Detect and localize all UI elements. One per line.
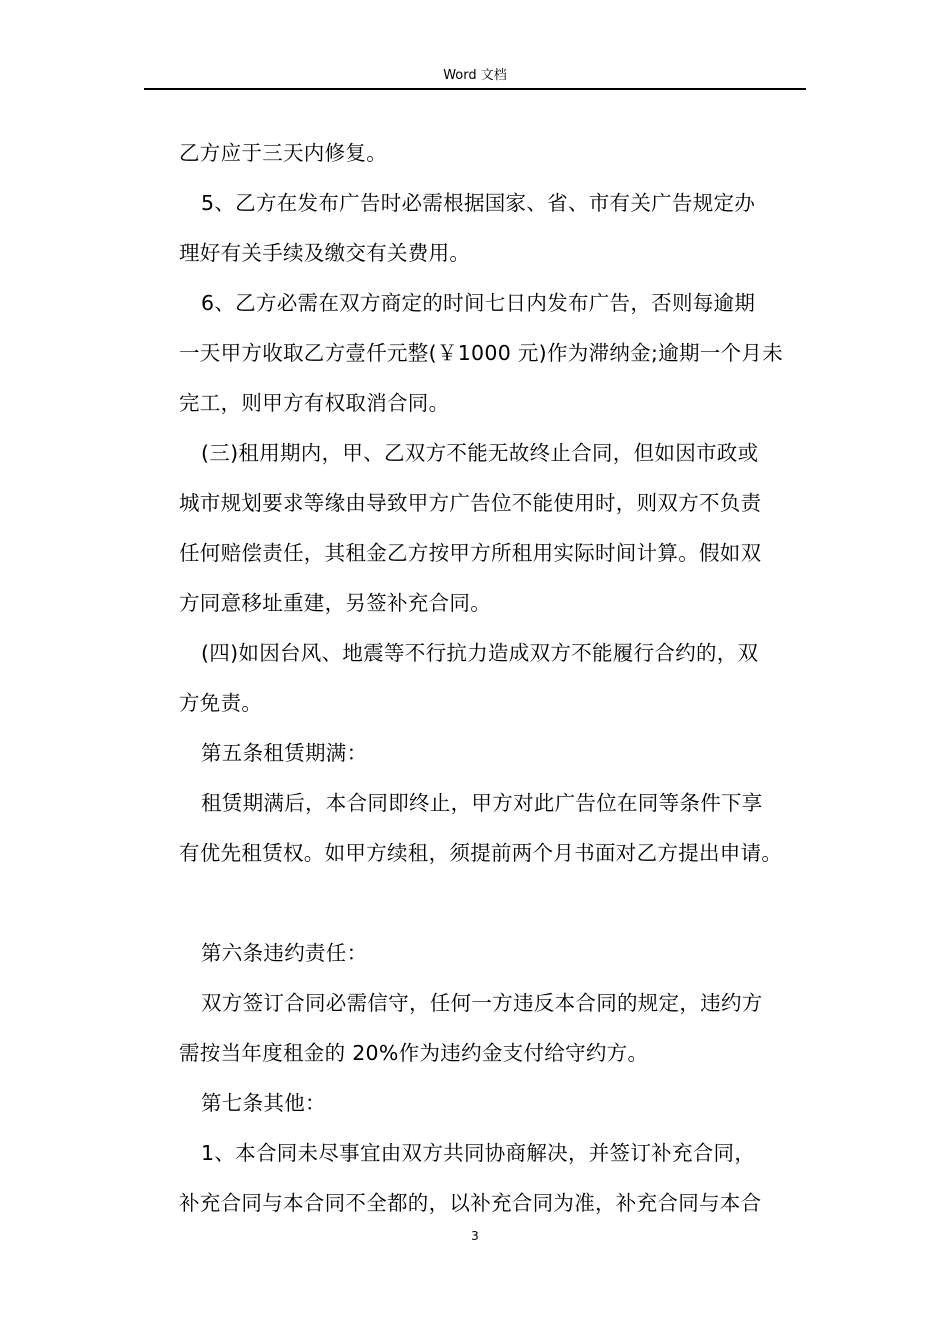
text-line: 完工，则甲方有权取消合同。 bbox=[179, 391, 450, 415]
text-line: 第六条违约责任： bbox=[201, 941, 368, 965]
text-line: 一天甲方收取乙方壹仟元整(￥1000 元)作为滞纳金;逾期一个月未 bbox=[179, 341, 783, 365]
blank-line bbox=[179, 878, 811, 928]
text-line: 方免责。 bbox=[179, 691, 263, 715]
text-line: 任何赔偿责任，其租金乙方按甲方所租用实际时间计算。假如双 bbox=[179, 541, 762, 565]
page-header bbox=[144, 64, 806, 90]
text-line: 乙方应于三天内修复。 bbox=[179, 141, 387, 165]
page-footer bbox=[0, 1228, 950, 1244]
page-number: 3 bbox=[471, 1229, 479, 1243]
text-line: 需按当年度租金的 20%作为违约金支付给守约方。 bbox=[179, 1041, 649, 1065]
text-line: 租赁期满后，本合同即终止，甲方对此广告位在同等条件下享 bbox=[201, 791, 763, 815]
document-body bbox=[179, 128, 811, 1228]
text-line: 城市规划要求等缘由导致甲方广告位不能使用时，则双方不负责 bbox=[179, 491, 762, 515]
header-title: Word 文档 bbox=[443, 68, 507, 83]
text-line: (三)租用期内，甲、乙双方不能无故终止合同，但如因市政或 bbox=[201, 441, 759, 465]
text-line: 补充合同与本合同不全都的，以补充合同为准，补充合同与本合 bbox=[179, 1191, 762, 1215]
text-line: 第七条其他： bbox=[201, 1091, 326, 1115]
text-line: 5、乙方在发布广告时必需根据国家、省、市有关广告规定办 bbox=[201, 191, 756, 215]
text-line: 6、乙方必需在双方商定的时间七日内发布广告，否则每逾期 bbox=[201, 291, 756, 315]
text-line: 理好有关手续及缴交有关费用。 bbox=[179, 241, 471, 265]
text-line: 1、本合同未尽事宜由双方共同协商解决，并签订补充合同， bbox=[201, 1141, 756, 1165]
text-line: (四)如因台风、地震等不行抗力造成双方不能履行合约的，双 bbox=[201, 641, 759, 665]
text-line: 双方签订合同必需信守，任何一方违反本合同的规定，违约方 bbox=[201, 991, 763, 1015]
text-line: 有优先租赁权。如甲方续租，须提前两个月书面对乙方提出申请。 bbox=[179, 841, 783, 865]
text-line: 第五条租赁期满： bbox=[201, 741, 368, 765]
text-line: 方同意移址重建，另签补充合同。 bbox=[179, 591, 491, 615]
